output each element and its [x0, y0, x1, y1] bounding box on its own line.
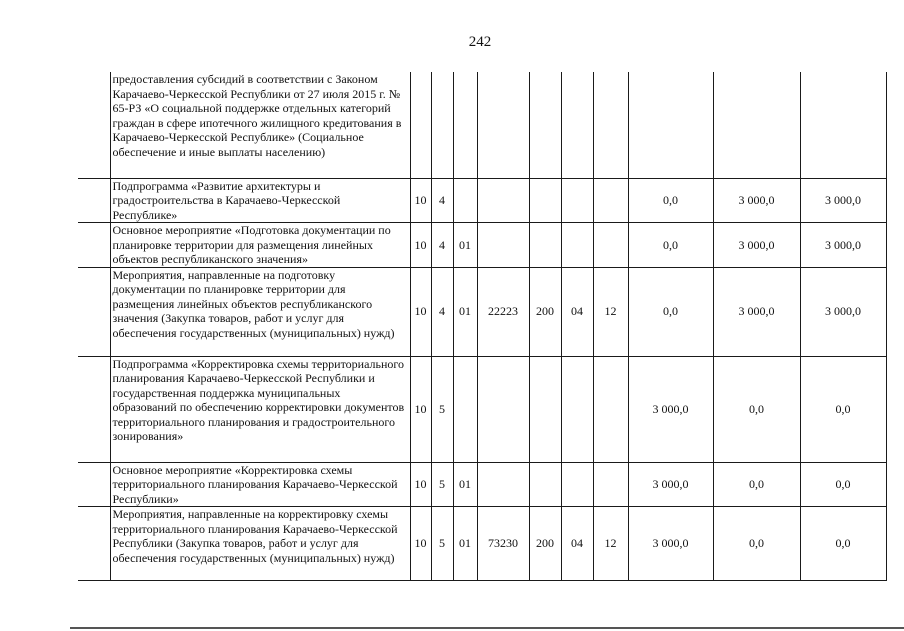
cell-section — [410, 72, 431, 178]
cell-direction-code — [477, 178, 529, 223]
cell-amount-year1: 0,0 — [628, 178, 713, 223]
cell-amount-year3: 3 000,0 — [800, 178, 886, 223]
cell-program-code: 01 — [453, 267, 477, 356]
cell-expense-type — [529, 356, 561, 462]
cell-amount-year3: 0,0 — [800, 356, 886, 462]
cell-ks-code — [593, 356, 628, 462]
row-name: Основное мероприятие «Подготовка документации по планировке территории для размещения линейных объектов республиканского значения» — [110, 223, 410, 268]
cell-kv-code — [561, 223, 593, 268]
cell-expense-type — [529, 462, 561, 507]
row-name: Основное мероприятие «Корректировка схемы территориального планирования Карачаево-Черкесской Республики» — [110, 462, 410, 507]
empty-cell — [78, 223, 110, 268]
cell-program-code: 01 — [453, 507, 477, 581]
cell-section: 10 — [410, 356, 431, 462]
cell-kv-code — [561, 356, 593, 462]
empty-cell — [78, 72, 110, 178]
cell-amount-year3: 0,0 — [800, 462, 886, 507]
table-row — [78, 223, 886, 268]
cell-direction-code — [477, 223, 529, 268]
cell-amount-year1: 3 000,0 — [628, 356, 713, 462]
cell-subsection: 5 — [431, 356, 453, 462]
cell-expense-type — [529, 72, 561, 178]
cell-direction-code: 22223 — [477, 267, 529, 356]
row-name: Мероприятия, направленные на подготовку документации по планировке территории для размещения линейных объектов республиканского значения (Закупка товаров, работ и услуг для обеспечения государственных (муниципальных) нужд) — [110, 267, 410, 356]
empty-cell — [78, 507, 110, 581]
row-name: Подпрограмма «Корректировка схемы территориального планирования Карачаево-Черкесской Республики и государственная поддержка муниципальных образований по обеспечению корректировки документов территориального планирования и градостроительного зонирования» — [110, 356, 410, 462]
cell-direction-code: 73230 — [477, 507, 529, 581]
row-name: Мероприятия, направленные на корректировку схемы территориального планирования Карачаево-Черкесской Республики (Закупка товаров, работ и услуг для обеспечения государственных (муниципальных) нужд) — [110, 507, 410, 581]
table-row — [78, 356, 886, 462]
row-name: предоставления субсидий в соответствии с Законом Карачаево-Черкесской Республики от 27 июля 2015 г. № 65-РЗ «О социальной поддержке отдельных категорий граждан в сфере ипотечного жилищного кредитования в Карачаево-Черкесской Республике» (Социальное обеспечение и иные выплаты населению) — [110, 72, 410, 178]
cell-expense-type — [529, 178, 561, 223]
table-row — [78, 507, 886, 581]
cell-kv-code — [561, 178, 593, 223]
cell-subsection: 5 — [431, 507, 453, 581]
cell-amount-year1: 3 000,0 — [628, 462, 713, 507]
cell-kv-code: 04 — [561, 267, 593, 356]
cell-ks-code: 12 — [593, 267, 628, 356]
cell-ks-code: 12 — [593, 507, 628, 581]
cell-amount-year3: 0,0 — [800, 507, 886, 581]
cell-direction-code — [477, 72, 529, 178]
table-row — [78, 72, 886, 178]
empty-cell — [78, 178, 110, 223]
cell-amount-year1: 0,0 — [628, 267, 713, 356]
empty-cell — [78, 462, 110, 507]
cell-subsection: 5 — [431, 462, 453, 507]
cell-amount-year3 — [800, 72, 886, 178]
cell-subsection: 4 — [431, 223, 453, 268]
cell-amount-year1: 3 000,0 — [628, 507, 713, 581]
empty-cell — [78, 356, 110, 462]
cell-amount-year2: 3 000,0 — [713, 267, 800, 356]
cell-direction-code — [477, 462, 529, 507]
cell-program-code: 01 — [453, 223, 477, 268]
cell-amount-year2: 3 000,0 — [713, 223, 800, 268]
cell-amount-year2: 0,0 — [713, 462, 800, 507]
cell-kv-code — [561, 462, 593, 507]
empty-cell — [78, 267, 110, 356]
cell-subsection — [431, 72, 453, 178]
cell-ks-code — [593, 462, 628, 507]
cell-program-code — [453, 72, 477, 178]
table-row — [78, 462, 886, 507]
cell-section: 10 — [410, 267, 431, 356]
page-bottom-divider — [70, 627, 904, 629]
budget-table — [78, 72, 887, 581]
cell-ks-code — [593, 178, 628, 223]
cell-expense-type — [529, 223, 561, 268]
cell-kv-code: 04 — [561, 507, 593, 581]
cell-amount-year1: 0,0 — [628, 223, 713, 268]
cell-amount-year2 — [713, 72, 800, 178]
cell-program-code — [453, 356, 477, 462]
cell-amount-year2: 0,0 — [713, 356, 800, 462]
cell-expense-type: 200 — [529, 267, 561, 356]
cell-amount-year2: 0,0 — [713, 507, 800, 581]
cell-ks-code — [593, 223, 628, 268]
page-number: 242 — [468, 34, 492, 50]
cell-expense-type: 200 — [529, 507, 561, 581]
cell-section: 10 — [410, 223, 431, 268]
cell-subsection: 4 — [431, 267, 453, 356]
cell-ks-code — [593, 72, 628, 178]
cell-program-code — [453, 178, 477, 223]
cell-kv-code — [561, 72, 593, 178]
cell-program-code: 01 — [453, 462, 477, 507]
cell-amount-year3: 3 000,0 — [800, 223, 886, 268]
row-name: Подпрограмма «Развитие архитектуры и градостроительства в Карачаево-Черкесской Республике» — [110, 178, 410, 223]
cell-section: 10 — [410, 178, 431, 223]
table-row — [78, 178, 886, 223]
cell-amount-year3: 3 000,0 — [800, 267, 886, 356]
cell-section: 10 — [410, 462, 431, 507]
cell-direction-code — [477, 356, 529, 462]
table-row — [78, 267, 886, 356]
cell-section: 10 — [410, 507, 431, 581]
cell-amount-year1 — [628, 72, 713, 178]
cell-subsection: 4 — [431, 178, 453, 223]
cell-amount-year2: 3 000,0 — [713, 178, 800, 223]
